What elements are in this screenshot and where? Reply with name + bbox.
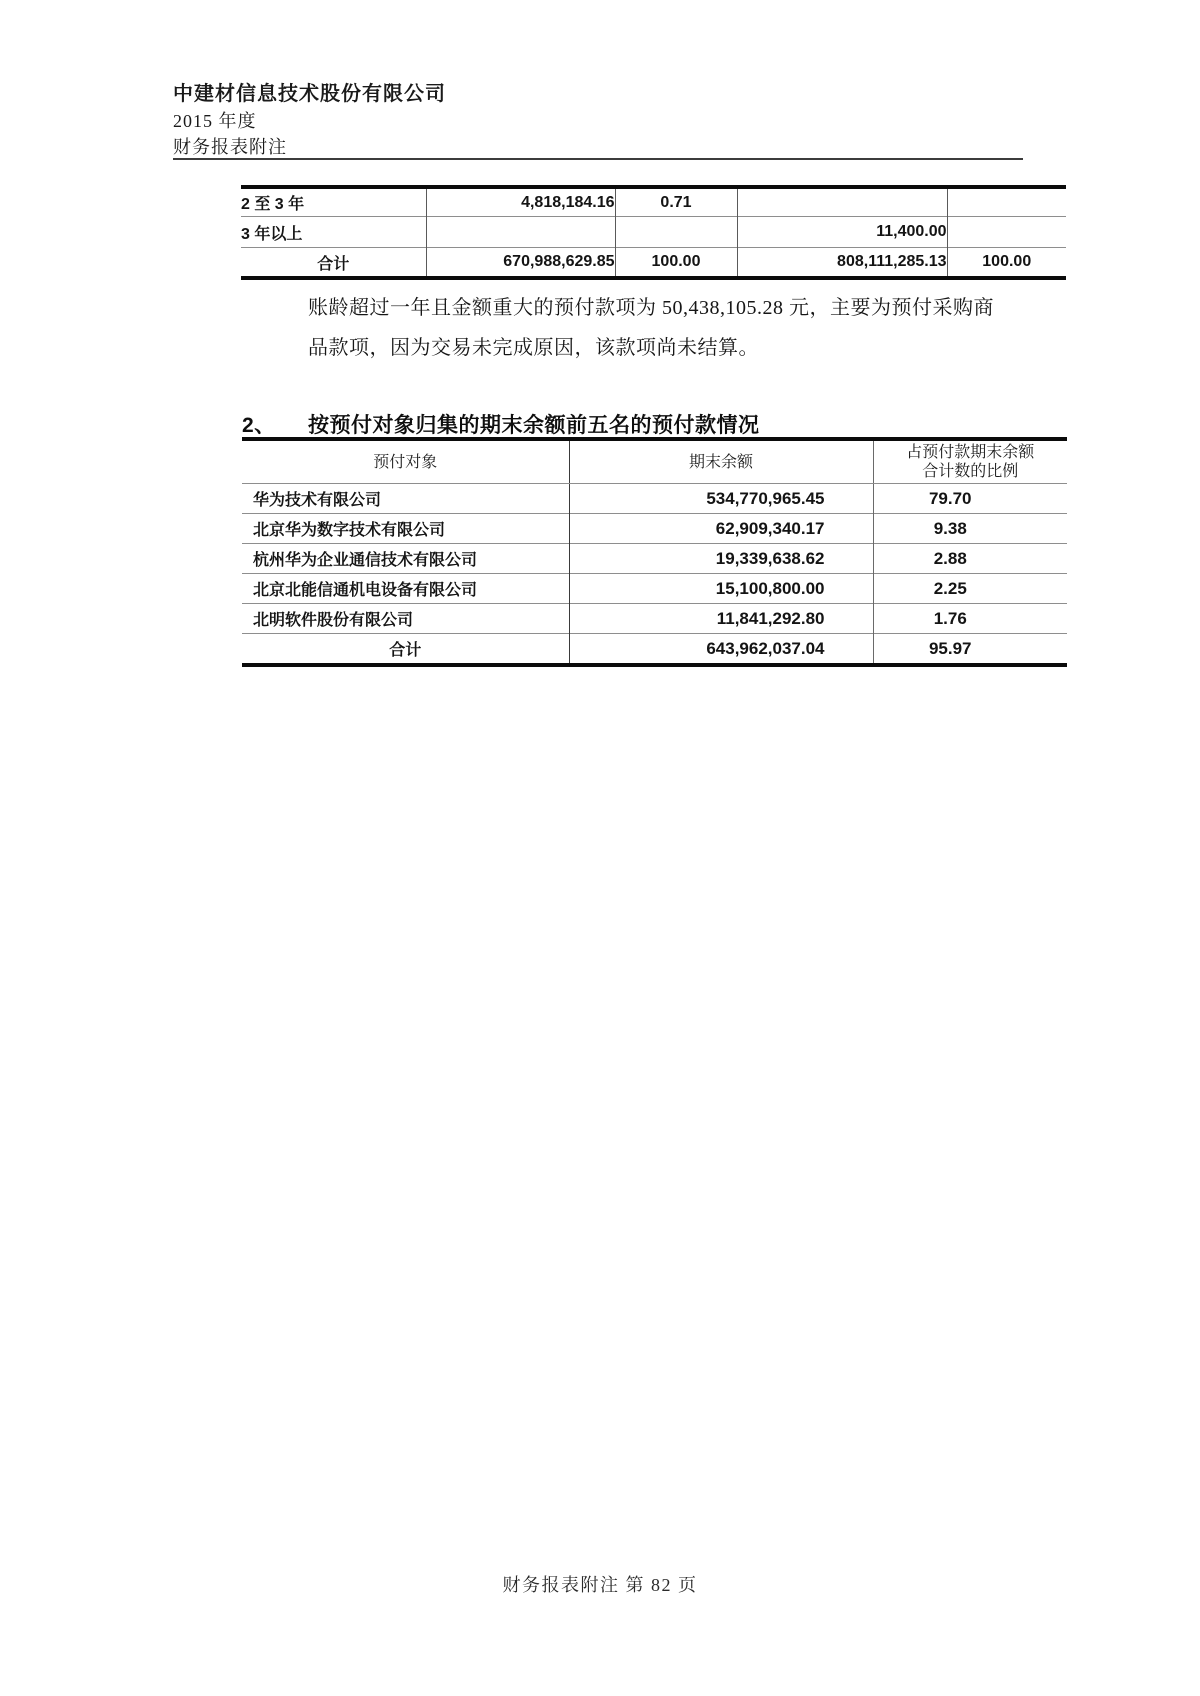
- table-row: [241, 217, 1066, 248]
- header-ending-balance: 期末余额: [569, 439, 873, 484]
- prepay-target-cell: 华为技术有限公司: [253, 492, 382, 509]
- table-row: [242, 484, 1067, 514]
- total-label-cell: 合计: [242, 634, 569, 666]
- header-ratio: [873, 439, 1067, 484]
- ratio-cell: 2.88: [873, 544, 1067, 574]
- doc-title: 财务报表附注: [173, 137, 287, 157]
- ratio-cell: 2.25: [873, 574, 1067, 604]
- ending-balance-cell: 62,909,340.17: [569, 514, 873, 544]
- aging-pct1-cell: 100.00: [615, 248, 737, 279]
- section-number: 2、: [242, 414, 276, 437]
- aging-amount1-cell: [426, 217, 615, 248]
- ending-balance-cell: 15,100,800.00: [569, 574, 873, 604]
- table-row-total: [241, 248, 1066, 279]
- header-ratio-line1: 占预付款期末余额: [906, 444, 1035, 461]
- aging-pct2-cell: [947, 217, 1066, 248]
- table-row-total: [242, 634, 1067, 666]
- prepay-target-cell: 杭州华为企业通信技术有限公司: [242, 544, 569, 574]
- table-row: [242, 544, 1067, 574]
- aging-amount2-cell: [737, 187, 947, 217]
- section-heading: [242, 409, 760, 439]
- ending-balance-cell: 19,339,638.62: [569, 544, 873, 574]
- aging-label-cell: 3 年以上: [241, 217, 426, 248]
- ending-balance-cell: 643,962,037.04: [569, 634, 873, 666]
- page-header: [173, 84, 446, 156]
- page-footer: 财务报表附注 第 82 页: [502, 1575, 698, 1595]
- ratio-cell: 9.38: [873, 514, 1067, 544]
- note-paragraph: [308, 288, 1008, 368]
- aging-amount2-cell: 808,111,285.13: [737, 248, 947, 279]
- table-header-row: [242, 439, 1067, 484]
- header-ratio-line2: 合计数的比例: [922, 463, 1019, 480]
- aging-pct2-cell: [947, 187, 1066, 217]
- aging-amount2-cell: 11,400.00: [737, 217, 947, 248]
- ratio-cell: 95.97: [873, 634, 1067, 666]
- aging-label-cell: 2 至 3 年: [241, 196, 305, 213]
- note-line: 品款项，因为交易未完成原因，该款项尚未结算。: [308, 337, 759, 359]
- header-divider: [173, 158, 1023, 160]
- ratio-cell: 1.76: [873, 604, 1067, 634]
- aging-pct1-cell: 0.71: [615, 187, 737, 217]
- prepay-target-cell: 北京华为数字技术有限公司: [242, 514, 569, 544]
- section-title: 按预付对象归集的期末余额前五名的预付款情况: [308, 414, 760, 437]
- header-prepay-target: 预付对象: [242, 439, 569, 484]
- ending-balance-cell: 11,841,292.80: [569, 604, 873, 634]
- table-row: [241, 187, 1066, 217]
- company-name: 中建材信息技术股份有限公司: [173, 83, 446, 105]
- ending-balance-cell: 534,770,965.45: [569, 484, 873, 514]
- table-row: [242, 514, 1067, 544]
- top5-prepayments-table: [242, 437, 1067, 667]
- fiscal-year: 2015 年度: [173, 111, 257, 131]
- aging-pct1-cell: [615, 217, 737, 248]
- aging-pct2-cell: 100.00: [947, 248, 1066, 279]
- prepay-target-cell: 北京北能信通机电设备有限公司: [242, 574, 569, 604]
- aging-amount1-cell: 4,818,184.16: [426, 187, 615, 217]
- aging-total-label-cell: 合计: [241, 248, 426, 279]
- table-row: [242, 604, 1067, 634]
- aging-table: [241, 185, 1066, 280]
- table-row: [242, 574, 1067, 604]
- ratio-cell: 79.70: [873, 484, 1067, 514]
- prepay-target-cell: 北明软件股份有限公司: [242, 604, 569, 634]
- note-line: 账龄超过一年且金额重大的预付款项为 50,438,105.28 元，主要为预付采购商: [308, 297, 994, 319]
- aging-amount1-cell: 670,988,629.85: [426, 248, 615, 279]
